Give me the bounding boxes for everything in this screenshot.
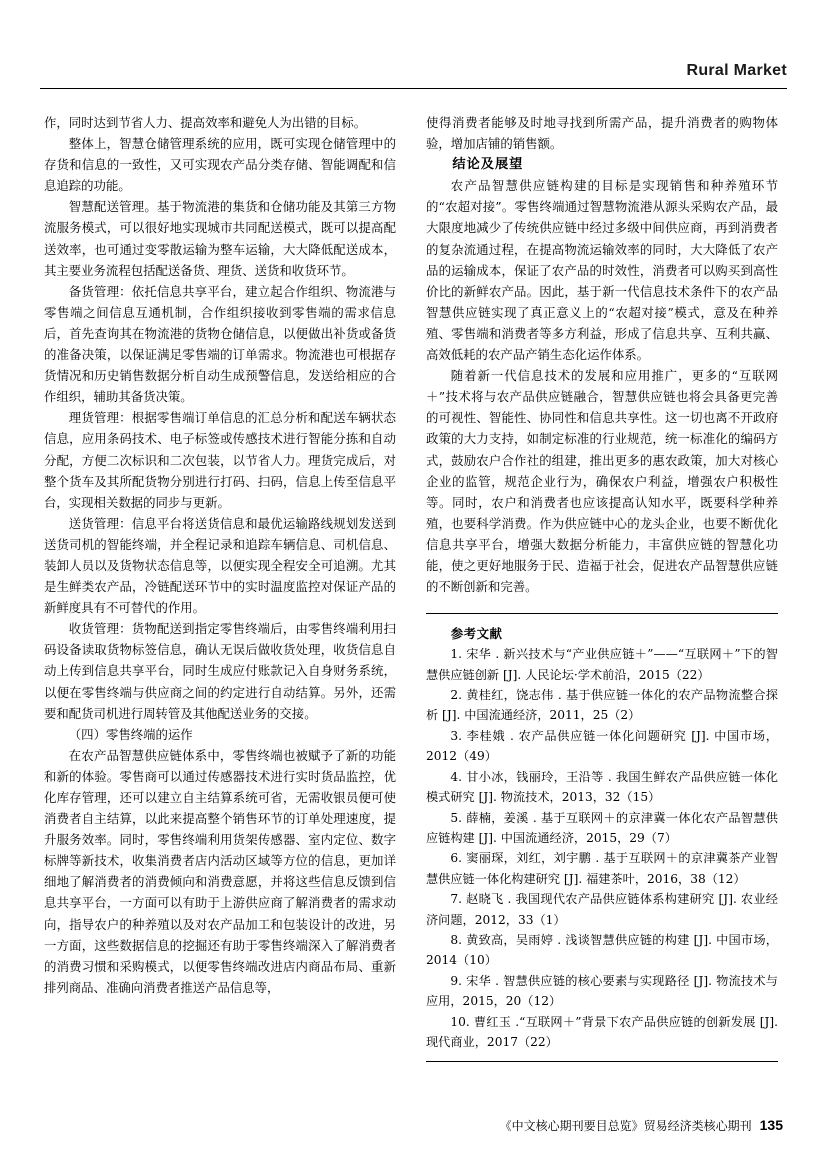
paragraph: 使得消费者能够及时地寻找到所需产品，提升消费者的购物体验，增加店铺的销售额。 <box>426 115 778 152</box>
paragraph: 作，同时达到节省人力、提高效率和避免人为出错的目标。 <box>44 115 367 130</box>
references-title: 参考文献 <box>450 626 503 642</box>
journal-title: Rural Market <box>686 62 787 79</box>
references-divider-bottom <box>426 1061 778 1062</box>
references-divider-top <box>426 613 778 614</box>
paragraph: 送货管理：信息平台将送货信息和最优运输路线规划发送到送货司机的智能终端，并全程记录和追踪车辆信息、司机信息、装卸人员以及货物状态信息等，以便实现全程安全可追溯。尤其是生鲜类农产品，冷链配送环节中的实时温度监控对保证产品的新鲜度具有不可替代的作用。 <box>44 515 396 616</box>
reference-item: 2. 黄桂红，饶志伟 . 基于供应链一体化的农产品物流整合探析 [J]. 中国流通经济，2011，25（2） <box>426 688 778 723</box>
footer-content <box>500 1117 783 1134</box>
reference-item: 1. 宋华 . 新兴技术与“产业供应链＋”——“互联网＋”下的智慧供应链创新 [J]. 人民论坛·学术前沿，2015（22） <box>426 647 778 682</box>
paragraph: 收货管理：货物配送到指定零售终端后，由零售终端利用扫码设备读取货物标签信息，确认无误后做收货处理，收货信息自动上传到信息共享平台，同时生成应付账款记入自身财务系统，以便在零售终端与供应商之间的约定进行自动结算。另外，还需要和配货司机进行周转管及其他配送业务的交接。 <box>44 621 396 721</box>
page-footer <box>44 1114 783 1134</box>
reference-item: 10. 曹红玉 .“互联网＋”背景下农产品供应链的创新发展 [J]. 现代商业，2017（22） <box>426 1014 778 1049</box>
references-block <box>426 613 778 1062</box>
reference-item: 5. 薛楠，姜溪 . 基于互联网＋的京津冀一体化农产品智慧供应链构建 [J]. 中国流通经济，2015，29（7） <box>426 810 778 845</box>
page-header <box>40 62 787 96</box>
header-divider <box>40 88 787 89</box>
right-column <box>426 112 778 1096</box>
footer-label: 《中文核心期刊要目总览》贸易经济类核心期刊 <box>499 1119 752 1133</box>
reference-item: 8. 黄致高，吴雨婷 . 浅谈智慧供应链的构建 [J]. 中国市场，2014（10） <box>426 932 778 968</box>
reference-item: 3. 李桂娥 . 农产品供应链一体化问题研究 [J]. 中国市场，2012（49） <box>426 728 778 764</box>
references-list <box>426 644 778 1052</box>
paragraph: 在农产品智慧供应链体系中，零售终端也被赋予了新的功能和新的体验。零售商可以通过传感器技术进行实时货品监控，优化库存管理，还可以建立自主结算系统可省，无需收银员便可使消费者自主结算，以此来提高整个销售环节的订单处理速度，提升服务效率。同时，零售终端利用货架传感器、室内定位、数字标牌等新技术，收集消费者店内活动区域等方位的信息，更加详细地了解消费者的消费倾向和消费意愿，并将这些信息反馈到信息共享平台，一方面可以有助于上游供应商了解消费者的需求动向，指导农户的种养殖以及对农产品加工和包装设计的改进，另一方面，这些数据信息的挖掘还有助于零售终端深入了解消费者的消费习惯和采购模式，以便零售终端改进店内商品布局、重新排列商品、准确向消费者推送产品信息等， <box>44 747 396 995</box>
reference-item: 9. 宋华 . 智慧供应链的核心要素与实现路径 [J]. 物流技术与应用，2015，20（12） <box>426 973 778 1009</box>
page-number: 135 <box>759 1117 783 1133</box>
paragraph: 备货管理：依托信息共享平台，建立起合作组织、物流港与零售端之间信息互通机制，合作组织接收到零售端的需求信息后，首先查询其在物流港的货物仓储信息，以便做出补货或备货的准备决策，以保证满足零售端的订单需求。物流港也可根据存货情况和历史销售数据分析自动生成预警信息，发送给相应的合作组织，辅助其备货决策。 <box>44 283 396 405</box>
paragraph: 随着新一代信息技术的发展和应用推广，更多的“互联网＋”技术将与农产品供应链融合，智慧供应链也将会具备更完善的可视性、智能性、协同性和信息共享性。这一切也离不开政府政策的大力支持，如制定标准的行业规范，统一标准化的编码方式，鼓励农户合作社的组建，推出更多的惠农政策，加大对核心企业的监管，规范企业行为，确保农户利益，增强农户积极性等。同时，农户和消费者也应该提高认知水平，既要科学种养殖，也要科学消费。作为供应链中心的龙头企业，也要不断优化信息共享平台，增强大数据分析能力，丰富供应链的智慧化功能，使之更好地服务于民、造福于社会，促进农产品智慧供应链的不断创新和完善。 <box>426 368 778 595</box>
reference-item: 4. 甘小冰，钱丽玲，王沿等 . 我国生鲜农产品供应链一体化模式研究 [J]. 物流技术，2013，32（15） <box>426 769 778 805</box>
paragraph: 智慧配送管理。基于物流港的集货和仓储功能及其第三方物流服务模式，可以很好地实现城市共同配送模式，既可以提高配送效率，也可通过变零散运输为整车运输，大大降低配送成本，其主要业务流程包括配送备货、理货、送货和收货环节。 <box>44 199 396 278</box>
subsection-heading: （四）零售终端的运作 <box>68 726 193 742</box>
reference-item: 6. 窦丽琛，刘红，刘宇鹏 . 基于互联网＋的京津冀茶产业智慧供应链一体化构建研究 [J]. 福建茶叶，2016，38（12） <box>426 851 778 886</box>
reference-item: 7. 赵晓飞 . 我国现代农产品供应链体系构建研究 [J]. 农业经济问题，2012，33（1） <box>426 892 778 927</box>
paragraph: 理货管理：根据零售端订单信息的汇总分析和配送车辆状态信息，应用条码技术、电子标签或传感技术进行智能分拣和自动分配，方便二次标识和二次包装，以节省人力。理货完成后，对整个货车及其所配货物分别进行打码、扫码，信息上传至信息平台，实现相关数据的同步与更新。 <box>44 410 396 510</box>
paragraph: 农产品智慧供应链构建的目标是实现销售和种养殖环节的“农超对接”。零售终端通过智慧物流港从源头采购农产品，最大限度地减少了传统供应链中经过多级中间供应商，再到消费者的复杂流通过程，在提高物流运输效率的同时，大大降低了农产品的运输成本，保证了农产品的时效性，消费者可以购买到高性价比的新鲜农产品。因此，基于新一代信息技术条件下的农产品智慧供应链实现了真正意义上的“农超对接”模式，意及在种养殖、零售端和消费者等多方利益，形成了信息共享、互利共赢、高效低耗的农产品产销生态化运作体系。 <box>426 178 778 363</box>
section-heading: 结论及展望 <box>452 157 524 173</box>
left-column <box>44 112 396 1096</box>
paragraph: 整体上，智慧仓储管理系统的应用，既可实现仓储管理中的存货和信息的一致性，又可实现农产品分类存储、智能调配和信息追踪的功能。 <box>44 136 396 194</box>
article-body <box>44 112 783 1096</box>
